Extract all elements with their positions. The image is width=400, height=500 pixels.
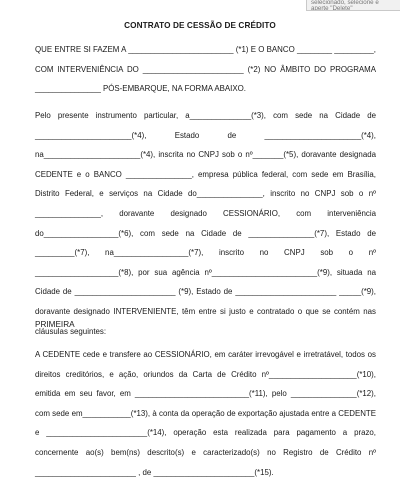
- clause-paragraph: A CEDENTE cede e transfere ao CESSIONÁRIO, em caráter irrevogável e irretratável, todos os direitos creditórios, e ação, oriundos da Carta de Crédito nº____________________(*10), emitida em seu favor, em __________________________(*11), pelo _______________(*12), com sede em___________(*13), à conta da operação de exportação ajustada entre a CEDENTE e _______________________(*14), operação esta realizada para pagamento a prazo, concernente ao(s) bem(ns) descrito(s) e caracterizado(s) no Registro de Crédito nº _______________________ , de _______________________(*15).: [35, 350, 376, 477]
- instruction-note: selecionado, selecione e aperte "Delete": [306, 0, 400, 11]
- parties-paragraph: Pelo presente instrumento particular, a______________(*3), com sede na Cidade de ______________________(*4), Estado de ______________________(*4), na______________________(*4), inscrita no CNPJ sob o nº_______(*5), doravante designada CEDENTE e o BANCO _______________, empresa pública federal, com sede em Brasília, Distrito Federal, e serviços na Cidade do_______________, inscrito no CNPJ sob o nº _______________, doravante designado CESSIONÁRIO, com interveniência do_________________(*6), com sede na Cidade de _______________(*7), Estado de _________(*7), na_________________(*7), inscrito no CNPJ sob o nº ___________________(*8), por sua agência nº________________________(*9), situada na Cidade de _______________________ (*9), Estado de _______________________ _____(*9), doravante designado INTERVENIENTE, têm entre si justo e contratado o que se contém nas cláusulas seguintes:: [35, 111, 376, 336]
- document-title: CONTRATO DE CESSÃO DE CRÉDITO: [124, 21, 276, 30]
- clause-heading: PRIMEIRA: [35, 320, 75, 329]
- intro-paragraph: QUE ENTRE SI FAZEM A ________________________ (*1) E O BANCO ________ _________, COM INTERVENIÊNCIA DO _______________________ (*2) NO ÂMBITO DO PROGRAMA _______________ PÓS-EMBARQUE, NA FORMA ABAIXO.: [35, 45, 376, 94]
